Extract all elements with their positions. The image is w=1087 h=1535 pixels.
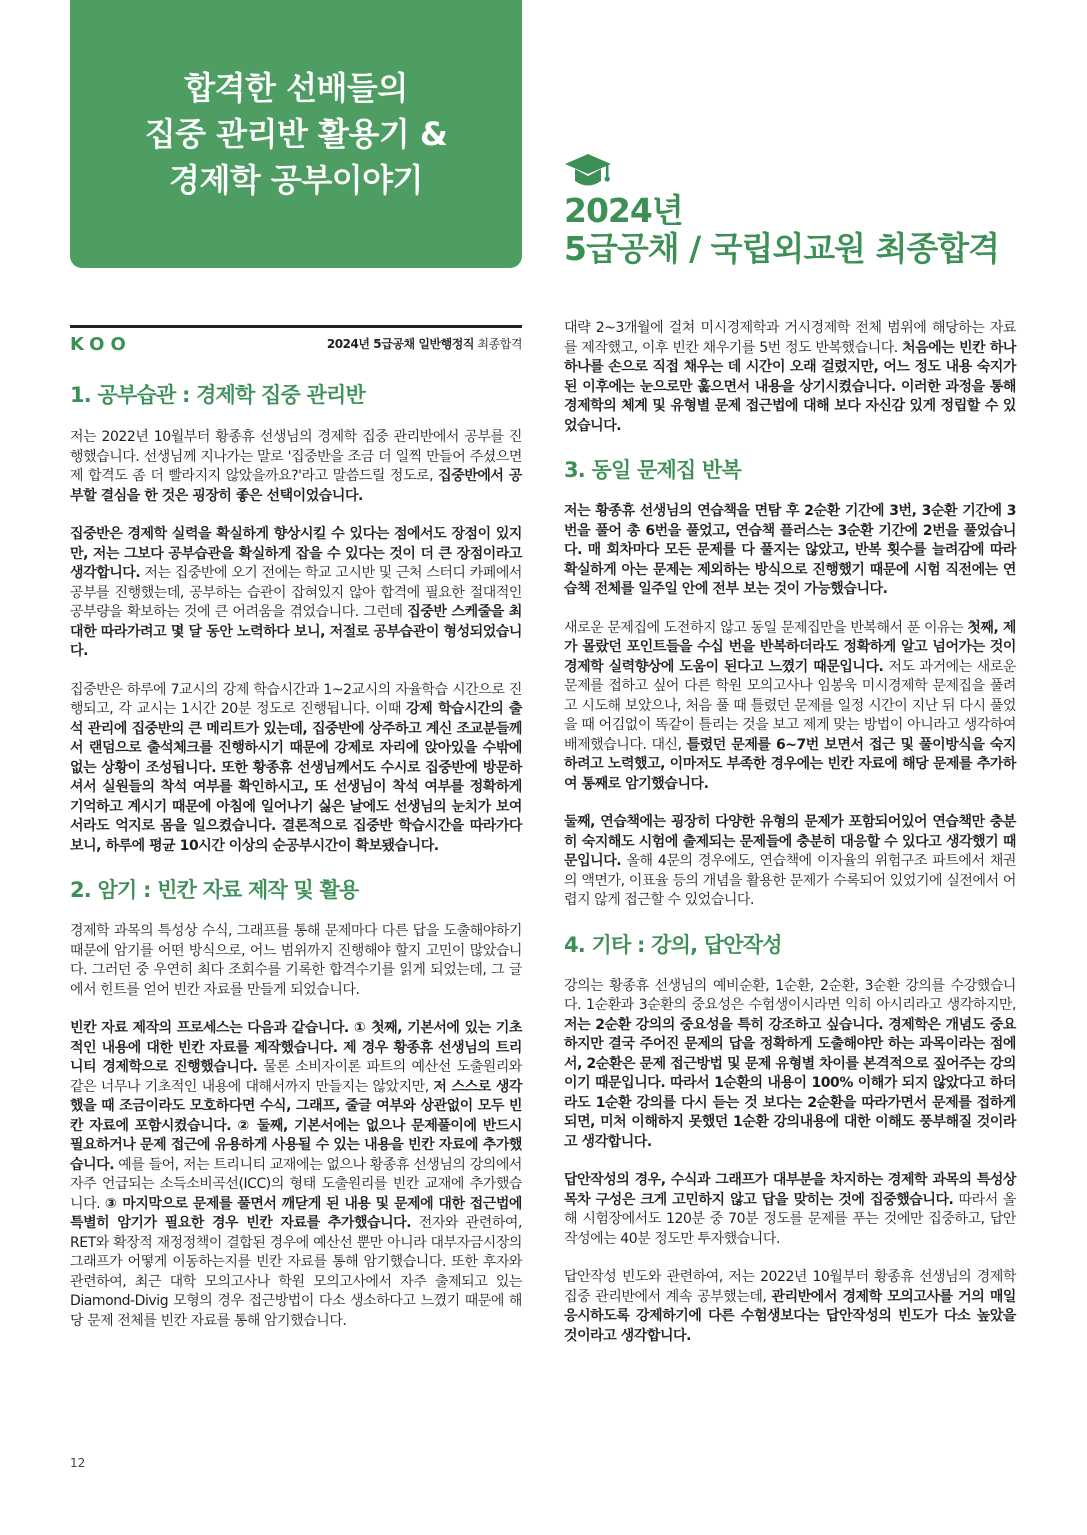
section-1-heading: 1. 공부습관 : 경제학 집중 관리반: [70, 383, 365, 407]
pass-result: [564, 150, 999, 268]
section-2-paragraph-1: 경제학 과목의 특성상 수식, 그래프를 통해 문제마다 다른 답을 도출해야하기 때문에 암기를 어떤 방식으로, 어느 범위까지 진행해야 할지 고민이 많았습니다. 그러던 중 우연히 최다 조회수를 기록한 합격수기를 읽게 되었는데, 그 글에서 힌트를 얻어 빈칸 자료를 만들게 되었습니다.: [70, 923, 522, 998]
title-line-1: 합격한 선배들의: [184, 69, 408, 107]
title-line-3: 경제학 공부이야기: [169, 161, 423, 199]
section-3-paragraph-3: 둘째, 연습책에는 굉장히 다양한 유형의 문제가 포함되어있어 연습책만 충분히 숙지해도 시험에 출제되는 문제들에 충분히 대응할 수 있다고 생각했기 때문입니다. 올해 4문의 경우에도, 연습책에 이자율의 위험구조 파트에서 채권의 액면가, 이표율 등의 개념을 활용한 문제가 수록되어 있었기에 실전에서 어렵지 않게 접근할 수 있었습니다.: [564, 814, 1016, 908]
section-4-paragraph-3: 답안작성 빈도와 관련하여, 저는 2022년 10월부터 황종휴 선생님의 경제학 집중 관리반에서 계속 공부했는데, 관리반에서 경제학 모의고사를 거의 매일 응시하도록 강제하기에 다른 수험생보다는 답안작성의 빈도가 다소 높았을 것이라고 생각합니다.: [564, 1269, 1016, 1344]
section-4-heading: 4. 기타 : 강의, 답안작성: [564, 932, 782, 957]
section-3-paragraph-2: 새로운 문제집에 도전하지 않고 동일 문제집만을 반복해서 푼 이유는 첫째, 제가 몰랐던 포인트들을 수십 번을 반복하더라도 정확하게 알고 넘어가는 것이 경제학 실력향상에 도움이 된다고 느꼈기 때문입니다. 저도 과거에는 새로운 문제를 접하고 싶어 다른 학원 모의고사나 임봉욱 미시경제학 문제집을 풀려고 시도해 보았으나, 처음 풀 때 틀렸던 문제를 일정 시간이 지난 뒤 다시 풀었을 때 어김없이 똑같이 틀리는 것을 보고 제게 맞는 방법이 아니라고 생각하여 배제했습니다. 대신, 틀렸던 문제를 6~7번 보면서 접근 및 풀이방식을 숙지하려고 노력했고, 이마저도 부족한 경우에는 빈칸 자료에 해당 문제를 추가하여 통째로 암기했습니다.: [564, 619, 1017, 792]
section-2-heading: 2. 암기 : 빈칸 자료 제작 및 활용: [70, 878, 359, 902]
section-2-paragraph-2: 빈칸 자료 제작의 프로세스는 다음과 같습니다. ① 첫째, 기본서에 있는 기초적인 내용에 대한 빈칸 자료를 제작했습니다. 제 경우 황종휴 선생님의 트리니티 경제학으로 진행했습니다. 물론 소비자이론 파트의 예산선 도출원리와 같은 너무나 기초적인 내용에 대해서까지 만들지는 않았지만, 저 스스로 생각했을 때 조금이라도 모호하다면 수식, 그래프, 줄글 여부와 상관없이 모두 빈칸 자료에 포함시켰습니다. ② 둘째, 기본서에는 없으나 문제풀이에 반드시 필요하거나 문제 접근에 유용하게 사용될 수 있는 내용을 빈칸 자료에 추가했습니다. 예를 들어, 저는 트리니티 교재에는 없으나 황종휴 선생님의 강의에서 자주 언급되는 소득소비곡선(ICC)의 형태 도출원리를 빈칸 교재에 추가했습니다. ③ 마지막으로 문제를 풀면서 깨닫게 된 내용 및 문제에 대한 접근법에 특별히 암기가 필요한 경우 빈칸 자료를 추가했습니다. 전자와 관련하여, RET와 확장적 재정정책이 결합된 경우에 예산선 뿐만 아니라 대부자금시장의 그래프가 어떻게 이동하는지를 빈칸 자료를 통해 암기했습니다. 또한 후자와 관련하여, 최근 대학 모의고사나 학원 모의고사에서 자주 출제되고 있는 Diamond-Divig 모형의 경우 접근방법이 다소 생소하다고 느꼈기 때문에 해당 문제 전체를 빈칸 자료를 통해 암기했습니다.: [70, 1020, 522, 1329]
left-column: [70, 325, 522, 1331]
author-bar: [70, 325, 522, 361]
author-status: 2024년 5급공채 일반행정직 최종합격: [326, 336, 522, 351]
pass-year: 2024년: [564, 191, 683, 230]
section-3-heading: 3. 동일 문제집 반복: [564, 458, 741, 482]
title-box: [70, 0, 522, 268]
section-4-paragraph-2: 답안작성의 경우, 수식과 그래프가 대부분을 차지하는 경제학 과목의 특성상 목차 구성은 크게 고민하지 않고 답을 맞히는 것에 집중했습니다. 따라서 올해 시험장에서도 120분 중 70분 정도를 문제를 푸는 것에만 집중하고, 답안작성에는 40분 정도만 투자했습니다.: [564, 1172, 1017, 1247]
page-number: 12: [70, 1456, 86, 1470]
section-1-paragraph-2: 집중반은 경제학 실력을 확실하게 향상시킬 수 있다는 점에서도 장점이 있지만, 저는 그보다 공부습관을 확실하게 잡을 수 있다는 것이 더 큰 장점이라고 생각합니다. 저는 집중반에 오기 전에는 학교 고시반 및 근처 스터디 카페에서 공부를 진행했는데, 공부하는 습관이 잡혀있지 않아 합격에 필요한 절대적인 공부량을 확보하는 것에 큰 어려움을 겪었습니다. 그런데 집중반 스케줄을 최대한 따라가려고 몇 달 동안 노력하다 보니, 저절로 공부습관이 형성되었습니다.: [70, 526, 522, 659]
pass-exam: 5급공채 / 국립외교원 최종합격: [564, 229, 1000, 268]
section-4-paragraph-1: 강의는 황종휴 선생님의 예비순환, 1순환, 2순환, 3순환 강의를 수강했습니다. 1순환과 3순환의 중요성은 수험생이시라면 익히 아시리라고 생각하지만, 저는 2순환 강의의 중요성을 특히 강조하고 싶습니다. 경제학은 개념도 중요하지만 결국 주어진 문제의 답을 정확하게 도출해야만 하는 과목이라는 점에서, 2순환은 문제 접근방법 및 문제 유형별 차이를 본격적으로 짚어주는 강의이기 때문입니다. 따라서 1순환의 내용이 100% 이해가 되지 않았다고 하더라도 1순환 강의를 다시 듣는 것 보다는 2순환을 따라가면서 문제를 접하게 되면, 미처 이해하지 못했던 1순환 강의내용에 대한 이해도 풍부해질 것이라고 생각합니다.: [564, 977, 1016, 1150]
author-name: KOO: [70, 333, 132, 355]
section-3-paragraph-1: 저는 황종휴 선생님의 연습책을 면탐 후 2순환 기간에 3번, 3순환 기간에 3번을 풀어 총 6번을 풀었고, 연습책 플러스는 3순환 기간에 2번을 풀었습니다. 매 회차마다 모든 문제를 다 풀지는 않았고, 반복 횟수를 늘려감에 따라 확실하게 아는 문제는 제외하는 방식으로 진행했기 때문에 시험 직전에는 연습책 전체를 일주일 안에 전부 보는 것이 가능했습니다.: [564, 503, 1016, 597]
graduation-cap-icon: [564, 150, 612, 192]
section-2-paragraph-3: 대략 2~3개월에 걸쳐 미시경제학과 거시경제학 전체 범위에 해당하는 자료를 제작했고, 이후 빈칸 채우기를 5번 정도 반복했습니다. 처음에는 빈칸 하나하나를 손으로 직접 채우는 데 시간이 오래 걸렸지만, 어느 정도 내용 숙지가 된 이후에는 눈으로만 훑으면서 내용을 상기시켰습니다. 이러한 과정을 통해 경제학의 체계 및 유형별 문제 접근법에 대해 보다 자신감 있게 정립할 수 있었습니다.: [564, 320, 1016, 434]
right-column: [564, 319, 1016, 1346]
title-line-2: 집중 관리반 활용기 &: [144, 115, 448, 153]
section-1-paragraph-1: 저는 2022년 10월부터 황종휴 선생님의 경제학 집중 관리반에서 공부를 진행했습니다. 선생님께 지나가는 말로 '집중반을 조금 더 일찍 만들어 주셨으면 제 합격도 좀 더 빨라지지 않았을까요?'라고 말씀드릴 정도로, 집중반에서 공부할 결심을 한 것은 굉장히 좋은 선택이었습니다.: [70, 429, 523, 504]
section-1-paragraph-3: 집중반은 하루에 7교시의 강제 학습시간과 1~2교시의 자율학습 시간으로 진행되고, 각 교시는 1시간 20분 정도로 진행됩니다. 이때 강제 학습시간의 출석 관리에 집중반의 큰 메리트가 있는데, 집중반에 상주하고 계신 조교분들께서 랜덤으로 출석체크를 진행하시기 때문에 강제로 자리에 앉아있을 수밖에 없는 상황이 조성됩니다. 또한 황종휴 선생님께서도 수시로 집중반에 방문하셔서 실원들의 착석 여부를 확인하시고, 또 선생님이 착석 여부를 정확하게 기억하고 계시기 때문에 아침에 일어나기 싫은 날에도 선생님의 눈치가 보여서라도 억지로 몸을 일으켰습니다. 결론적으로 집중반 학습시간을 따라가다 보니, 하루에 평균 10시간 이상의 순공부시간이 확보됐습니다.: [70, 681, 522, 854]
